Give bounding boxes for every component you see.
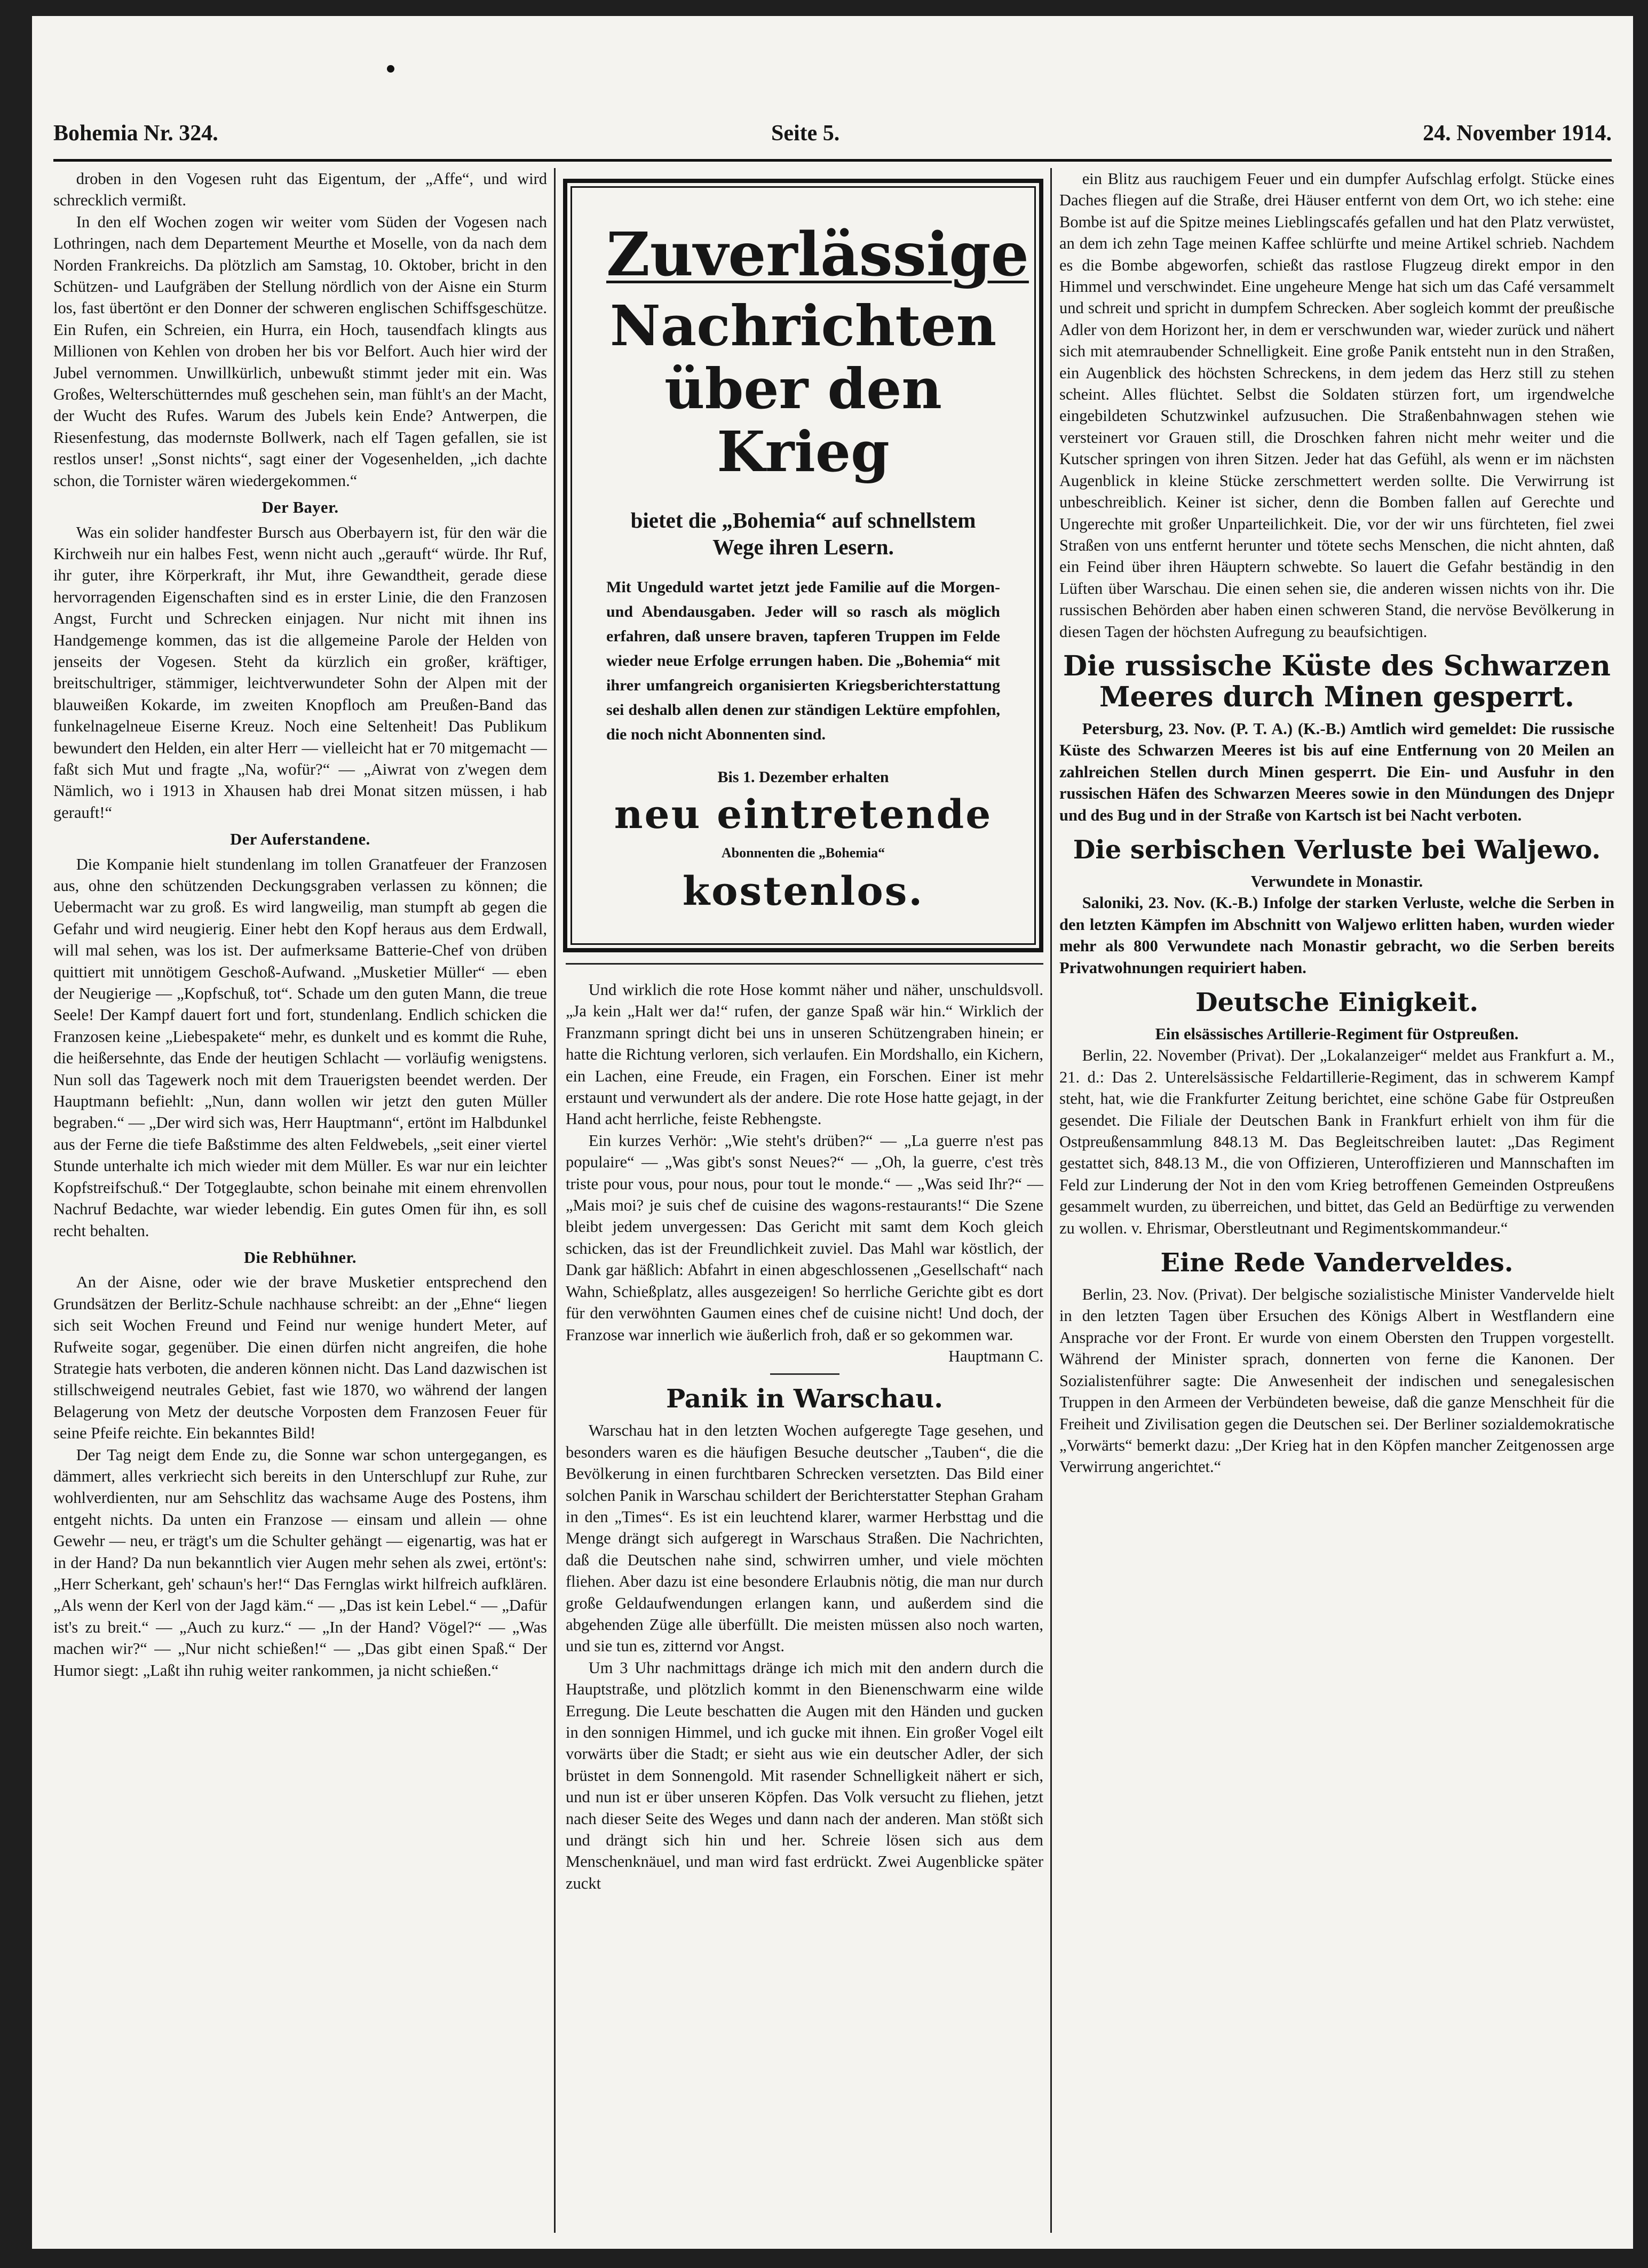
- article-paragraph: Warschau hat in den letzten Wochen aufgeregte Tage gesehen, und besonders waren es die häufigen Besuche deutscher „Tauben“, die die Bevölkerung in einen furchtbaren Schrecken versetzten. Das Bild einer solchen Panik in Warschau schildert der Berichterstatter Stephan Graham in den „Times“. Es ist ein leuchtend klarer, warmer Herbsttag und die Menge drängt sich aufgeregt in Warschaus Straßen. Die Nachrichten, daß die Deutschen nahe sind, schwirren umher, und viele möchten fliehen. Aber dazu ist eine besondere Erlaubnis nötig, die man nur durch große Geldaufwendungen erlangen kann, und außerdem sind die abgehenden Züge alle überfüllt. Die meisten müssen also noch warten, und sie tun es, zitternd vor Angst.: [566, 1421, 1043, 1656]
- article-paragraph: droben in den Vogesen ruht das Eigentum, der „Affe“, und wird schrecklich vermißt.: [53, 170, 547, 210]
- article-headline: Die serbischen Verluste bei Waljewo.: [1073, 834, 1601, 865]
- article-paragraph: In den elf Wochen zogen wir weiter vom Süden der Vogesen nach Lothringen, nach dem Departement Meurthe et Moselle, von da nach dem Norden Frankreichs. Da plötzlich am Samstag, 10. Oktober, bricht in den Schützen- und Laufgräben der Stellung nördlich von der Aisne ein Sturm los, fast übertönt er den Donner der schweren englischen Schiffsgeschütze. Ein Rufen, ein Schreien, ein Hurra, ein Hoch, tausendfach klingts aus Millionen von Kehlen von droben her bis vor Belfort. Auch hier wird der Jubel vernommen. Unwillkürlich, unbewußt stimmt jeder mit ein. Was Großes, Welterschütterndes muß geschehen sein, man fühlt's an der Macht, der Wucht des Rufes. Warum des Jubels kein Ende? Antwerpen, die Riesenfestung, das modernste Bollwerk, nach elf Tagen gefallen, sie ist restlos unser! „Sonst nichts“, sagt einer der Vogesenhelden, „ich dachte schon, die Tornister wären wiedergekommen.“: [53, 212, 547, 490]
- header-issue: Bohemia Nr. 324.: [53, 121, 218, 146]
- ad-offer-new-subscribers: neu eintretende: [614, 792, 993, 838]
- article-headline: Panik in Warschau.: [666, 1384, 943, 1414]
- article-paragraph: Berlin, 23. Nov. (Privat). Der belgische sozialistische Minister Vandervelde hielt in den letzten Tagen über Ersuchen des Königs Albert in Westflandern eine Ansprache vor der Front. Er wurde von einem Obersten den Truppen vorgestellt. Während der Minister sprach, donnerten von ferne die Kanonen. Der Sozialistenführer sagte: Die Anwesenheit der indischen und senegalesischen Truppen in den Armeen der Verbündeten beweise, daß die ganze Menschheit für die Freiheit und Zivilisation gegen die Deutschen sei. Der Berliner sozialdemokratische „Vorwärts“ bemerkt dazu: „Der Krieg hat in den Köpfen mancher Zeitgenossen arge Verwirrung angerichtet.“: [1059, 1285, 1614, 1476]
- article-paragraph: Um 3 Uhr nachmittags dränge ich mich mit den andern durch die Hauptstraße, und plötzlich kommt in den Bienenschwarm eine wilde Erregung. Die Leute beschatten die Augen mit den Händen und gucken in den sonnigen Himmel, und ich gucke mit ihnen. Ein großer Vogel eilt vorwärts über die Stadt; er sieht aus wie ein deutscher Adler, der sich brüstet in dem Sonnengold. Mit rasender Schnelligkeit nähert er sich, und nun ist er über unseren Köpfen. Das Volk versucht zu fliehen, jetzt nach dieser Seite des Weges und dann nach der anderen. Man stößt sich und drängt sich hin und her. Schreie lösen sich aus dem Menschenknäuel, und man wird fast erdrückt. Zwei Augenblicke später zuckt: [566, 1658, 1043, 1892]
- article-paragraph: Was ein solider handfester Bursch aus Oberbayern ist, für den wär die Kirchweih nur ein halbes Fest, wenn nicht auch „gerauft“ würde. Ihr Ruf, ihr guter, ihre Körperkraft, ihr Mut, ihre Gewandtheit, gerade diese hervorragenden Eigenschaften sind es in erster Linie, die den Franzosen Angst, Furcht und Schrecken einjagen. Nur nicht mit ihnen ins Handgemenge kommen, das ist die allgemeine Parole der Helden von jenseits der Vogesen. Steht da kürzlich ein großer, kräftiger, breitschultriger, stämmiger, leichtverwundeter Sohn der Alpen mit der blauweißen Kokarde, im zweiten Knopfloch am Preußen-Band das funkelnagelneue Eiserne Kreuz. Noch eine Seltenheit! Das Publikum bewundert den Helden, ein alter Herr — vielleicht hat er 70 mitgemacht — faßt sich Mut und fragte „Na, wofür?“ — „Aiwrat von z'wegen dem Nämlich, wo i 1913 in Xhausen hab drei Monat sitzen müssen, i hab gerauft!“: [53, 523, 547, 822]
- article-paragraph: Petersburg, 23. Nov. (P. T. A.) (K.-B.) Amtlich wird gemeldet: Die russische Küste des Schwarzen Meeres ist bis auf eine Entfernung von 20 Meilen an zahlreichen Stellen durch Minen gesperrt. Die Ein- und Ausfuhr in den russischen Häfen des Schwarzen Meeres sowie in den Mündungen des Dnjepr und des Bug und in der Straße von Kartsch ist bei Nacht verboten.: [1059, 719, 1614, 824]
- article-paragraph: Ein kurzes Verhör: „Wie steht's drüben?“ — „La guerre n'est pas populaire“ — „Was gibt's sonst Neues?“ — „Oh, la guerre, c'est très triste pour vous, pour nous, pour tout le monde.“ — „Was seid Ihr?“ — „Mais moi? je suis chef de cuisine des wagons-restaurants!“ Die Szene bleibt jedem unvergessen: Das Gericht mit samt dem Koch gleich schicken, das ist der Freundlichkeit zuviel. Das Mahl war köstlich, der Dank gar häßlich: Abfahrt in einen abgeschlossenen „Gesellschaft“ nach Wahn, Schießplatz, alles ausgezeigen! So herrliche Gerichte gibt es dort für den verwöhnten Gaumen eines chef de cuisine nicht! Und doch, der Franzose war innerlich wie äußerlich froh, daß er so gekommen war.: [566, 1131, 1043, 1344]
- ink-dot: [387, 65, 394, 73]
- advertisement-inner-frame: [571, 186, 1036, 945]
- header-rule: [53, 159, 1612, 162]
- article-paragraph: An der Aisne, oder wie der brave Musketier entsprechend den Grundsätzen der Berlitz-Schule nachhause schreibt: an der „Ehne“ liegen sich seit Wochen Freund und Feind nur wenige hundert Meter, auf Rufweite sogar, gegenüber. Die einen dürfen nicht angreifen, die hohe Strategie hats verboten, die anderen können nicht. Das Land dazwischen ist stillschweigend neutrales Gebiet, fast wie 1870, wo während der langen Belagerung von Metz der deutsche Vorposten dem Franzosen Feuer für seine Pfeife reichte. Ein bekanntes Bild!: [53, 1273, 547, 1443]
- ad-offer-free: kostenlos.: [682, 869, 924, 914]
- article-paragraph: Der Tag neigt dem Ende zu, die Sonne war schon untergegangen, es dämmert, alles verkriecht sich bereits in den Unterschlupf zur Ruhe, zur wohlverdienten, nur am Sehschlitz das wachsame Auge des Postens, ihm entgeht nichts. Da unten ein Franzose — einsam und allein — ohne Gewehr — neu, er trägt's um die Schulter gehängt — eigenartig, was hat er in der Hand? Da nun bekanntlich vier Augen mehr sehen als zwei, ertönt's: „Herr Scherkant, geh' schaun's her!“ Das Fernglas wirkt hilfreich aufklären. „Als wenn der Kerl von der Jagd käm.“ — „Das ist kein Lebel.“ — „Dafür ist's zu breit.“ — „Auch zu kurz.“ — „In der Hand? Vögel?“ — „Was machen wir?“ — „Nur nicht schießen!“ — „Das gibt einen Spaß.“ Der Humor siegt: „Laßt ihn ruhig weiter rankommen, ja nicht schießen.“: [53, 1445, 547, 1680]
- header-date: 24. November 1914.: [1423, 121, 1612, 146]
- article-paragraph: Und wirklich die rote Hose kommt näher und näher, unschuldsvoll. „Ja kein „Halt wer da!“ rufen, der ganze Spaß wär hin.“ Wirklich der Franzmann springt dicht bei uns in unseren Schützengraben hinein; er hatte die Richtung verloren, sich verlaufen. Ein Mordshallo, ein Kichern, ein Lachen, eine Freude, ein Fragen, ein Forschen. Einer ist mehr erstaunt und verwundert als der andere. Die rote Hose hatte gejagt, in der Hand acht herrliche, feiste Rebhengste.: [566, 981, 1043, 1128]
- article-headline: Die russische Küste des Schwarzen Meeres durch Minen gesperrt.: [1063, 649, 1611, 713]
- ad-offer-subscribers: Abonnenten die „Bohemia“: [721, 845, 885, 861]
- article-subheading: Verwundete in Monastir.: [1250, 872, 1423, 890]
- newspaper-page: [32, 16, 1633, 2249]
- article-paragraph: ein Blitz aus rauchigem Feuer und ein dumpfer Aufschlag erfolgt. Stücke eines Daches fliegen auf die Straße, drei Häuser entfernt von dem Ort, wo ich stehe: eine Bombe ist auf die Spitze meines Lieblingscafés gefallen und hat den Platz verwüstet, an dem ich zehn Tage meinen Kaffee schlürfte und meine Artikel schrieb. Nachdem es die Bombe abgeworfen, schießt das rastlose Flugzeug direkt empor in den Himmel und verschwindet. Eine ungeheure Menge hat sich um das Café versammelt und schreit und spricht in dumpfem Schrecken. Aber sogleich kommt der preußische Adler von dem Horizont her, in dem er verschwunden war, wieder zurück und nähert sich mit atemraubender Schnelligkeit. Eine große Panik entsteht nun in den Straßen, ein Augenblick des höchsten Schreckens, in dem jedem das Herz still zu stehen scheint. Alles flüchtet. Selbst die Soldaten stürzen fort, um irgendwelche eingebildeten Schutzwinkel aufzusuchen. Die Straßenbahnwagen stehen wie versteinert vor Grauen still, die Droschken fahren nicht mehr weiter und die Kutscher springen von ihren Sitzen. Jeder hat das Gefühl, als wenn er im nächsten Augenblick in kleine Stücke zerschmettert werden sollte. Die Verwirrung ist unbeschreiblich. Keiner ist sicher, denn die Bomben fallen auf Gerechte und Ungerechte mit großer Unparteilichkeit. Die, vor der wir uns fürchteten, fiel zwei Straßen von uns entfernt herunter und tötete sechs Menschen, die nicht ahnten, daß ein Feind über ihren Häuptern schwebte. So lauert die Gefahr beständig in den Lüften über Warschau. Die einen sehen sie, die anderen wissen nichts von ihr. Die russischen Behörden aber haben einen schweren Stand, die nervöse Bevölkerung in diesen Tagen der höchsten Aufregung zu beaufsichtigen.: [1059, 170, 1614, 641]
- column-right: [1059, 168, 1614, 2233]
- column-middle: [566, 979, 1043, 2233]
- article-paragraph: Berlin, 22. November (Privat). Der „Lokalanzeiger“ meldet aus Frankfurt a. M., 21. d.: Das 2. Unterelsässische Feldartillerie-Regiment, das in schwerem Kampf steht, hat, wie die Frankfurter Zeitung berichtet, eine schöne Gabe für Ostpreußen gesendet. Die Filiale der Deutschen Bank in Frankfurt erhielt von ihm für die Ostpreußensammlung 848.13 M. Das Begleitschreiben lautet: „Das Regiment gestattet sich, 848.13 M., die von Offizieren, Unteroffizieren und Mannschaften im Feld zur Linderung der Not in den vom Krieg betroffenen Gemeinden Ostpreußens gesammelt wurden, zu überreichen, und bittet, das Geld an Bedürftige zu verwenden zu wollen. v. Ehrismar, Oberstleutnant und Regimentskommandeur.“: [1059, 1046, 1614, 1237]
- ad-headline-2: Nachrichten über den Krieg: [609, 293, 997, 484]
- ad-separator-rule: [566, 963, 1043, 965]
- column-left: [53, 168, 547, 2233]
- article-paragraph: Die Kompanie hielt stundenlang im tollen Granatfeuer der Franzosen aus, ohne den schützenden Deckungsgraben verlassen zu können; die Uebermacht war zu groß. Es wird langweilig, man stumpft ab gegen die Gefahr und wird neugierig. Einer hebt den Kopf heraus aus dem Erdwall, will mal sehen, was los ist. Der aufmerksame Batterie-Chef von drüben quittiert mit unnötigem Geschoß-Aufwand. „Musketier Müller“ — eben der Neugierige — „Kopfschuß, tot“. Schade um den guten Mann, die treue Seele! Der Kampf dauert fort und fort, stundenlang. Endlich schicken die Franzosen keine „Liebespakete“ mehr, es dunkelt und es kommt die Ruhe, die heißersehnte, das Ende der heutigen Schlacht — vorläufig wenigstens. Nun soll das Tagewerk noch mit dem Trauerigsten beendet werden. Der Hauptmann befiehlt: „Nun, dann wollen wir jetzt den guten Müller begraben.“ — „Der wird sich was, Herr Hauptmann“, ertönt im Halbdunkel aus der Ferne die tiefe Baßstimme des alten Feldwebels, „seit einer viertel Stunde unterhalte ich mich wieder mit dem Müller. Es war nur ein leichter Kopfstreifschuß.“ Der Totgeglaubte, schon beinahe mit einem ehrenvollen Nachruf Bedachte, war wieder lebendig. Ein gutes Omen für ihn, es soll recht behalten.: [53, 855, 547, 1240]
- section-subheading: Der Bayer.: [262, 498, 339, 517]
- ad-offer-deadline: Bis 1. Dezember erhalten: [717, 768, 889, 786]
- header-page-number: Seite 5.: [771, 121, 840, 146]
- article-divider: [770, 1373, 839, 1375]
- article-subheading: Ein elsässisches Artillerie-Regiment für Ostpreußen.: [1155, 1025, 1519, 1043]
- section-subheading: Die Rebhühner.: [244, 1248, 356, 1267]
- article-byline: Hauptmann C.: [948, 1347, 1043, 1365]
- ad-subheadline: bietet die „Bohemia“ auf schnellstem Wege ihren Lesern.: [630, 508, 976, 559]
- column-divider-right: [1050, 168, 1052, 2233]
- subscription-advertisement: [563, 179, 1043, 952]
- column-divider-left: [554, 168, 556, 2233]
- article-paragraph: Saloniki, 23. Nov. (K.-B.) Infolge der starken Verluste, welche die Serben in den letzten Kämpfen im Abschnitt von Waljewo erlitten haben, wurden wieder mehr als 800 Verwundete nach Monastir gebracht, wo die Serben bereits Privatwohnungen requiriert haben.: [1059, 894, 1614, 977]
- article-headline: Eine Rede Vanderveldes.: [1160, 1248, 1514, 1278]
- page-header: [53, 117, 1612, 155]
- ad-headline: Zuverlässige: [606, 220, 1029, 290]
- section-subheading: Der Auferstandene.: [230, 830, 370, 849]
- ad-body-text: Mit Ungeduld wartet jetzt jede Familie auf die Morgen- und Abendausgaben. Jeder will so rasch als möglich erfahren, daß unsere braven, tapferen Truppen im Felde wieder neue Erfolge errungen haben. Die „Bohemia“ mit ihrer umfangreich organisierten Kriegsberichterstattung sei deshalb allen denen zur ständigen Lektüre empfohlen, die noch nicht Abonnenten sind.: [606, 578, 1000, 743]
- article-headline: Deutsche Einigkeit.: [1195, 988, 1479, 1017]
